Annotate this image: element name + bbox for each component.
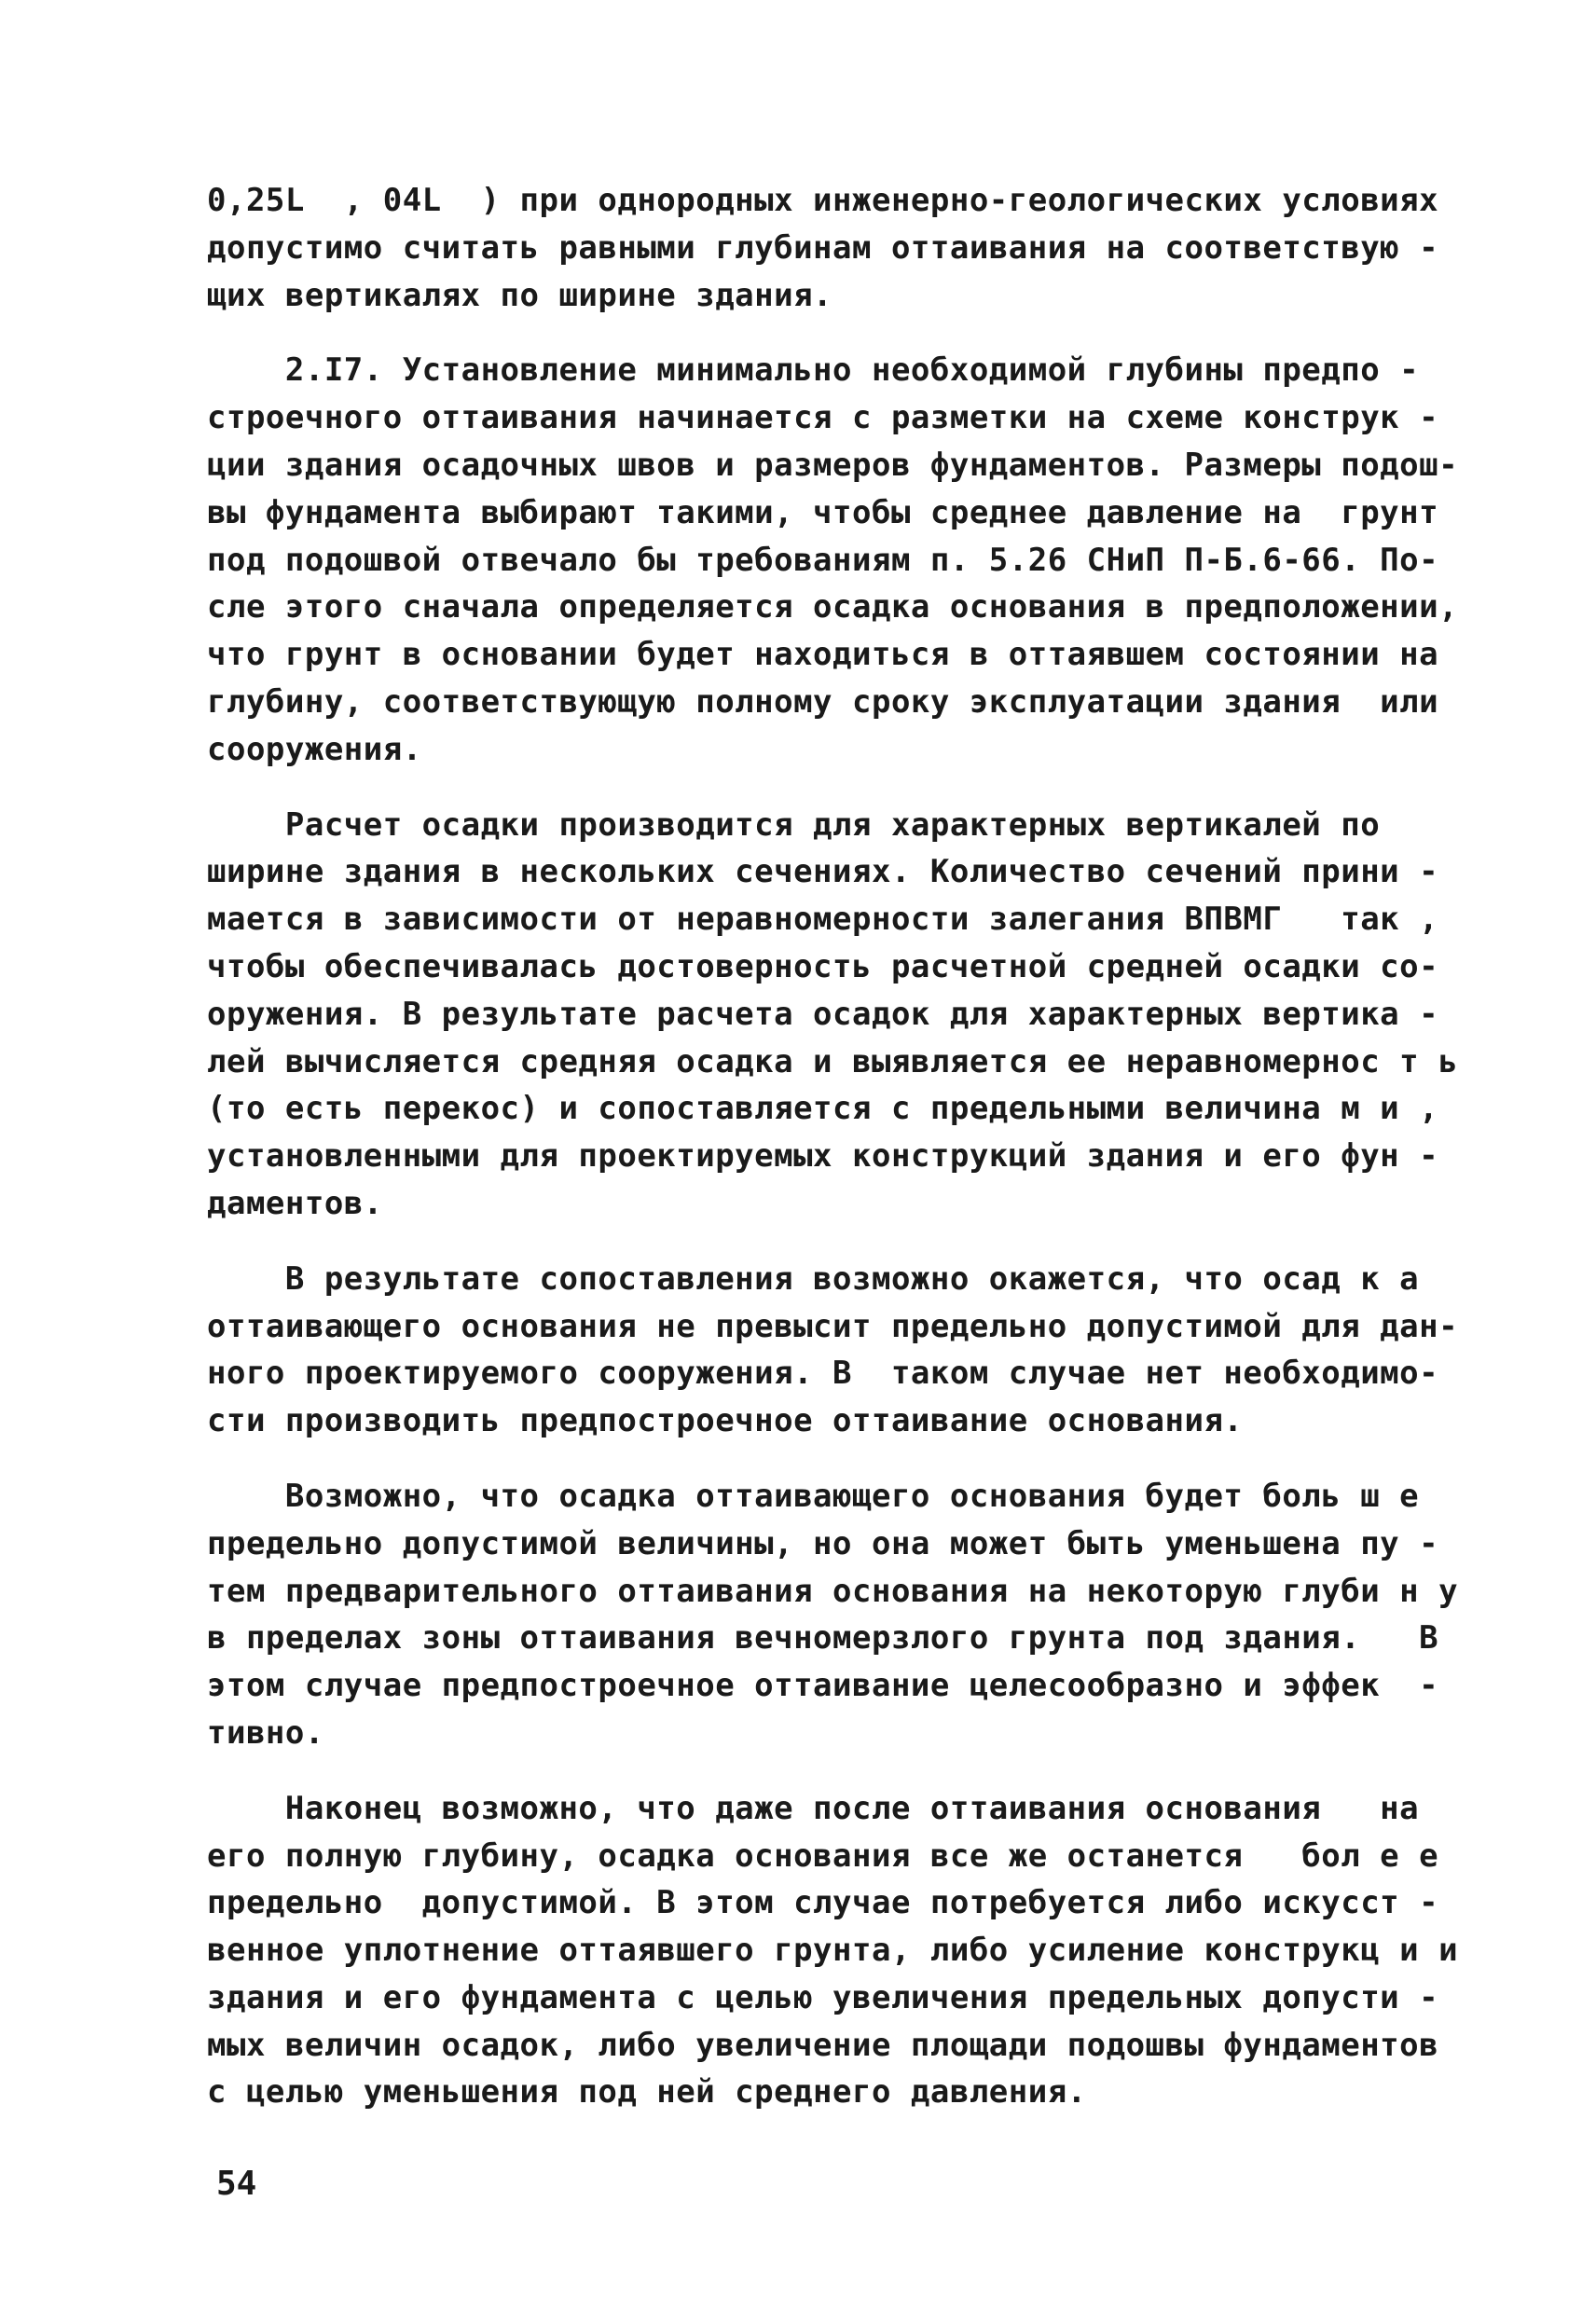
text-line: 0,25L , 04L ) при однородных инженерно-геологических условиях [207, 182, 1439, 219]
text-line: чтобы обеспечивалась достоверность расчетной средней осадки со- [207, 947, 1439, 985]
text-line: венное уплотнение оттаявшего грунта, либо усиление конструкц и и [207, 1932, 1459, 1970]
paragraph [207, 802, 1459, 1228]
paragraph-gap [207, 774, 1419, 802]
text-line: под подошвой отвечало бы требованиям п. 5.26 СНиП П-Б.6-66. По- [207, 541, 1439, 579]
paragraph [207, 177, 1439, 319]
paragraph [207, 1256, 1459, 1445]
text-line: оттаивающего основания не превысит предельно допустимой для дан- [207, 1307, 1459, 1345]
text-line: В результате сопоставления возможно окажется, что осад к а [207, 1259, 1420, 1298]
text-line: сти производить предпостроечное оттаивание основания. [207, 1402, 1244, 1440]
text-line: установленными для проектируемых конструкций здания и его фун - [207, 1137, 1439, 1176]
paragraph [207, 1473, 1459, 1757]
text-line: глубину, соответствующую полному сроку эксплуатации здания или [207, 682, 1439, 721]
text-line: строечного оттаивания начинается с разметки на схеме конструк - [207, 399, 1439, 437]
paragraph-gap [207, 1757, 1419, 1785]
text-line: предельно допустимой. В этом случае потребуется либо искусст - [207, 1884, 1439, 1922]
text-line: его полную глубину, осадка основания все же останется бол е е [207, 1836, 1439, 1875]
text-line: 2.I7. Установление минимально необходимой глубины предпо - [207, 351, 1420, 390]
text-line: тивно. [207, 1713, 324, 1752]
text-line: щих вертикалях по ширине здания. [207, 276, 833, 314]
text-line: вы фундамента выбирают такими, чтобы среднее давление на грунт [207, 493, 1439, 531]
page-number: 54 [216, 2165, 257, 2203]
paragraph-gap [207, 1228, 1419, 1256]
document-body [207, 177, 1459, 2116]
text-line: лей вычисляется средняя осадка и выявляется ее неравномернос т ь [207, 1042, 1459, 1080]
text-line: этом случае предпостроечное оттаивание целесообразно и эффек - [207, 1667, 1439, 1705]
text-line: тем предварительного оттаивания основания на некоторую глуби н у [207, 1572, 1459, 1610]
text-line: сооружения. [207, 730, 422, 768]
text-line: сле этого сначала определяется осадка основания в предположении, [207, 588, 1459, 626]
text-line: даментов. [207, 1184, 383, 1222]
text-line: ции здания осадочных швов и размеров фундаментов. Размеры подош- [207, 446, 1459, 484]
text-line: предельно допустимой величины, но она может быть уменьшена пу - [207, 1524, 1439, 1562]
text-line: что грунт в основании будет находиться в оттаявшем состоянии на [207, 636, 1439, 674]
text-line: Наконец возможно, что даже после оттаивания основания на [207, 1789, 1420, 1827]
text-line: здания и его фундамента с целью увеличения предельных допусти - [207, 1978, 1439, 2016]
text-line: ного проектируемого сооружения. В таком случае нет необходимо- [207, 1355, 1439, 1393]
text-line: в пределах зоны оттаивания вечномерзлого грунта под здания. В [207, 1619, 1439, 1658]
text-line: с целью уменьшения под ней среднего давления. [207, 2073, 1087, 2112]
paragraph [207, 347, 1459, 773]
paragraph [207, 1785, 1459, 2117]
paragraph-gap [207, 319, 1419, 347]
text-line: мается в зависимости от неравномерности залегания ВПВМГ так , [207, 901, 1439, 939]
text-line: Возможно, что осадка оттаивающего основания будет боль ш е [207, 1477, 1420, 1515]
text-line: мых величин осадок, либо увеличение площади подошвы фундаментов [207, 2026, 1439, 2064]
text-line: ширине здания в нескольких сечениях. Количество сечений прини - [207, 853, 1439, 891]
paragraph-gap [207, 1445, 1419, 1473]
text-line: Расчет осадки производится для характерных вертикалей по [207, 805, 1381, 844]
text-line: оружения. В результате расчета осадок для характерных вертика - [207, 995, 1439, 1033]
text-line: допустимо считать равными глубинам оттаивания на соответствую - [207, 228, 1439, 267]
text-line: (то есть перекос) и сопоставляется с предельными величина м и , [207, 1090, 1439, 1128]
